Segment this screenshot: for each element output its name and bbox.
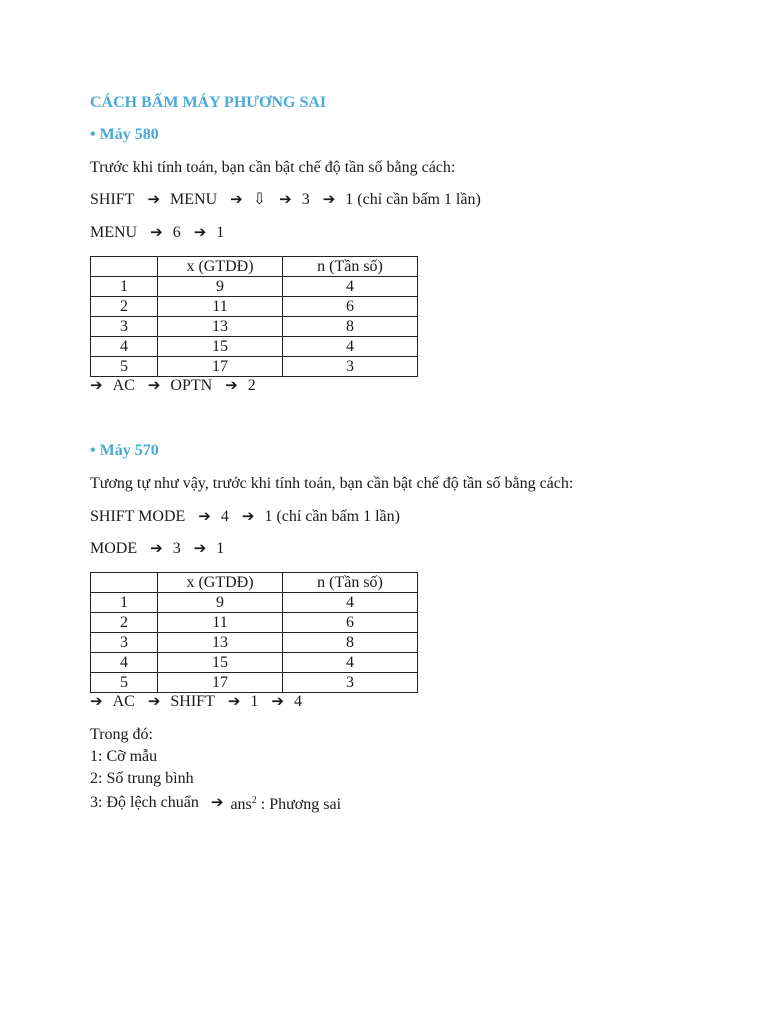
table-row: [91, 297, 418, 317]
key-text: 1: [216, 224, 225, 242]
table-cell: 1: [91, 593, 158, 613]
key-text: SHIFT: [90, 191, 135, 209]
table-row: [91, 357, 418, 377]
table-cell: 4: [283, 277, 418, 297]
down-arrow-icon: ⇩: [252, 191, 267, 209]
key-text: SHIFT: [170, 693, 215, 711]
table-row: [91, 653, 418, 673]
right-arrow-icon: ➔: [271, 694, 284, 711]
table-header-cell: x (GTDĐ): [158, 573, 283, 593]
table-cell: 8: [283, 317, 418, 337]
right-arrow-icon: ➔: [147, 192, 161, 209]
key-text: 1 (chỉ cần bấm 1 lần): [264, 508, 400, 526]
key-text: MENU: [170, 191, 218, 209]
section-heading-570: • Máy 570: [90, 442, 159, 459]
section-heading-580: • Máy 580: [90, 126, 159, 143]
key-text: 1 (chỉ cần bấm 1 lần): [345, 191, 481, 209]
key-text: 4: [220, 508, 229, 526]
right-arrow-icon: ➔: [147, 378, 161, 395]
table-cell: 3: [283, 357, 418, 377]
table-cell: 13: [158, 317, 283, 337]
right-arrow-icon: ➔: [150, 541, 163, 558]
key-text: AC: [112, 693, 135, 711]
frequency-table-580: [90, 256, 418, 377]
table-cell: 6: [283, 613, 418, 633]
table-header-cell: x (GTDĐ): [158, 257, 283, 277]
table-header-cell: [91, 573, 158, 593]
table-cell: 1: [91, 277, 158, 297]
notes-intro: Trong đó:: [90, 726, 153, 743]
table-cell: 2: [91, 613, 158, 633]
intro-580: Trước khi tính toán, bạn cần bật chế độ tần số bằng cách:: [90, 159, 456, 176]
table-header-row: [91, 573, 418, 593]
key-text: SHIFT MODE: [90, 508, 186, 526]
table-header-cell: n (Tần số): [283, 257, 418, 277]
key-text: 6: [172, 224, 181, 242]
right-arrow-icon: ➔: [279, 192, 292, 209]
right-arrow-icon: ➔: [147, 694, 161, 711]
table-cell: 4: [91, 337, 158, 357]
right-arrow-icon: ➔: [225, 378, 238, 395]
key-text: 1: [216, 540, 225, 558]
table-cell: 9: [158, 277, 283, 297]
step1-570: [90, 507, 400, 527]
intro-570: Tương tự như vậy, trước khi tính toán, bạn cần bật chế độ tần số bằng cách:: [90, 475, 574, 492]
right-arrow-icon: ➔: [241, 509, 255, 526]
right-arrow-icon: ➔: [90, 378, 103, 395]
table-cell: 11: [158, 613, 283, 633]
right-arrow-icon: ➔: [210, 795, 224, 812]
table-row: [91, 593, 418, 613]
table-cell: 4: [283, 653, 418, 673]
key-text: 4: [294, 693, 302, 711]
step2-580: [90, 223, 224, 243]
note-text: 3: Độ lệch chuẩn: [90, 794, 199, 812]
table-row: [91, 633, 418, 653]
right-arrow-icon: ➔: [90, 694, 103, 711]
table-cell: 15: [158, 653, 283, 673]
table-cell: 3: [91, 633, 158, 653]
table-row: [91, 317, 418, 337]
step3-580: [90, 376, 256, 396]
note-text: [230, 791, 341, 815]
table-header-cell: [91, 257, 158, 277]
key-text: OPTN: [170, 377, 213, 395]
table-cell: 4: [283, 593, 418, 613]
right-arrow-icon: ➔: [193, 225, 207, 242]
superscript: 2: [251, 795, 257, 806]
key-text: MODE: [90, 540, 138, 558]
right-arrow-icon: ➔: [230, 192, 243, 209]
table-cell: 4: [283, 337, 418, 357]
key-text: 3: [301, 191, 310, 209]
table-row: [91, 277, 418, 297]
right-arrow-icon: ➔: [193, 541, 207, 558]
table-row: [91, 673, 418, 693]
right-arrow-icon: ➔: [322, 192, 336, 209]
table-header-cell: n (Tần số): [283, 573, 418, 593]
right-arrow-icon: ➔: [150, 225, 163, 242]
document-title: CÁCH BẤM MÁY PHƯƠNG SAI: [90, 94, 327, 111]
table-cell: 9: [158, 593, 283, 613]
table-cell: 13: [158, 633, 283, 653]
note-item-3: [90, 791, 341, 815]
table-header-row: [91, 257, 418, 277]
table-cell: 5: [91, 357, 158, 377]
table-cell: 3: [283, 673, 418, 693]
key-text: AC: [112, 377, 135, 395]
key-text: 1: [250, 693, 259, 711]
table-cell: 6: [283, 297, 418, 317]
key-text: 3: [172, 540, 181, 558]
table-cell: 17: [158, 673, 283, 693]
right-arrow-icon: ➔: [227, 694, 241, 711]
table-cell: 4: [91, 653, 158, 673]
note-item-1: 1: Cỡ mẫu: [90, 748, 158, 765]
table-cell: 11: [158, 297, 283, 317]
table-cell: 5: [91, 673, 158, 693]
table-cell: 2: [91, 297, 158, 317]
variance-text: : Phương sai: [260, 796, 342, 814]
table-cell: 3: [91, 317, 158, 337]
table-cell: 15: [158, 337, 283, 357]
frequency-table-570: [90, 572, 418, 693]
ans-text: ans: [230, 796, 252, 814]
step1-580: [90, 190, 481, 210]
table-cell: 8: [283, 633, 418, 653]
note-item-2: 2: Số trung bình: [90, 770, 194, 787]
key-text: MENU: [90, 224, 138, 242]
step2-570: [90, 539, 224, 559]
right-arrow-icon: ➔: [198, 509, 211, 526]
table-cell: 17: [158, 357, 283, 377]
table-row: [91, 337, 418, 357]
table-row: [91, 613, 418, 633]
key-text: 2: [247, 377, 256, 395]
step3-570: [90, 692, 302, 712]
